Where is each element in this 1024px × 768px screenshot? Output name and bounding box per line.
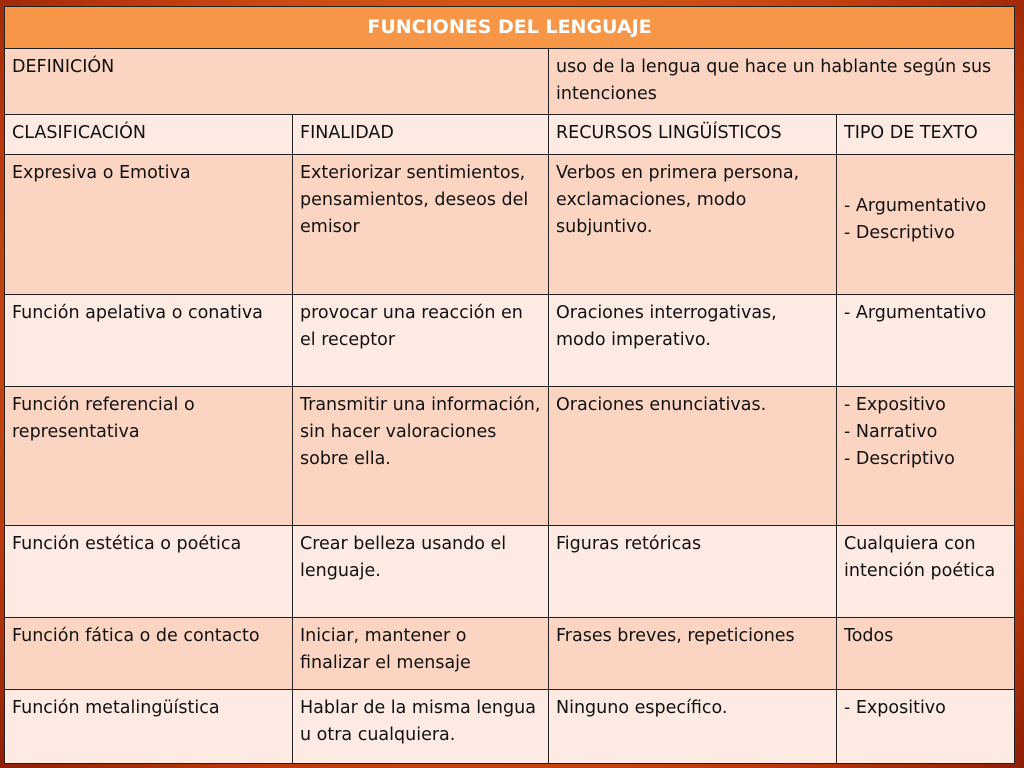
tipo-cell [837, 618, 1015, 690]
tipo-cell [837, 526, 1015, 618]
tipo-cell [837, 690, 1015, 764]
clasificacion-cell: Función fática o de contacto [5, 618, 293, 690]
clasificacion-cell: Función referencial o representativa [5, 387, 293, 526]
table-row [5, 295, 1015, 387]
recursos-cell: Frases breves, repeticiones [549, 618, 837, 690]
functions-table [4, 6, 1015, 764]
clasificacion-cell: Función apelativa o conativa [5, 295, 293, 387]
tipo-line: - Narrativo [844, 422, 938, 442]
recursos-cell: Figuras retóricas [549, 526, 837, 618]
recursos-cell: Oraciones enunciativas. [549, 387, 837, 526]
tipo-cell [837, 155, 1015, 295]
definition-text: uso de la lengua que hace un hablante según sus intenciones [549, 49, 1015, 115]
table-row [5, 155, 1015, 295]
table-row [5, 690, 1015, 764]
definition-label: DEFINICIÓN [5, 49, 549, 115]
tipo-line: - Descriptivo [844, 449, 955, 469]
recursos-cell: Oraciones interrogativas, modo imperativo. [549, 295, 837, 387]
header-tipo: TIPO DE TEXTO [837, 115, 1015, 155]
tipo-line: - Descriptivo [844, 223, 955, 243]
finalidad-cell: Exteriorizar sentimientos, pensamientos, deseos del emisor [293, 155, 549, 295]
finalidad-cell: Crear belleza usando el lenguaje. [293, 526, 549, 618]
header-recursos: RECURSOS LINGÜÍSTICOS [549, 115, 837, 155]
tipo-line: Todos [844, 626, 894, 646]
tipo-line: - Expositivo [844, 698, 946, 718]
header-finalidad: FINALIDAD [293, 115, 549, 155]
tipo-line: - Argumentativo [844, 303, 987, 323]
recursos-cell: Ninguno específico. [549, 690, 837, 764]
finalidad-cell: provocar una reacción en el receptor [293, 295, 549, 387]
tipo-cell [837, 295, 1015, 387]
table-title: FUNCIONES DEL LENGUAJE [5, 7, 1015, 49]
tipo-line: - Expositivo [844, 395, 946, 415]
tipo-line: - Argumentativo [844, 196, 987, 216]
clasificacion-cell: Expresiva o Emotiva [5, 155, 293, 295]
finalidad-cell: Transmitir una información, sin hacer valoraciones sobre ella. [293, 387, 549, 526]
clasificacion-cell: Función estética o poética [5, 526, 293, 618]
table-row [5, 618, 1015, 690]
header-clasificacion: CLASIFICACIÓN [5, 115, 293, 155]
finalidad-cell: Hablar de la misma lengua u otra cualquiera. [293, 690, 549, 764]
tipo-cell [837, 387, 1015, 526]
table-row [5, 387, 1015, 526]
clasificacion-cell: Función metalingüística [5, 690, 293, 764]
finalidad-cell: Iniciar, mantener o finalizar el mensaje [293, 618, 549, 690]
recursos-cell: Verbos en primera persona, exclamaciones, modo subjuntivo. [549, 155, 837, 295]
tipo-line: Cualquiera con intención poética [844, 534, 996, 581]
table-row [5, 526, 1015, 618]
